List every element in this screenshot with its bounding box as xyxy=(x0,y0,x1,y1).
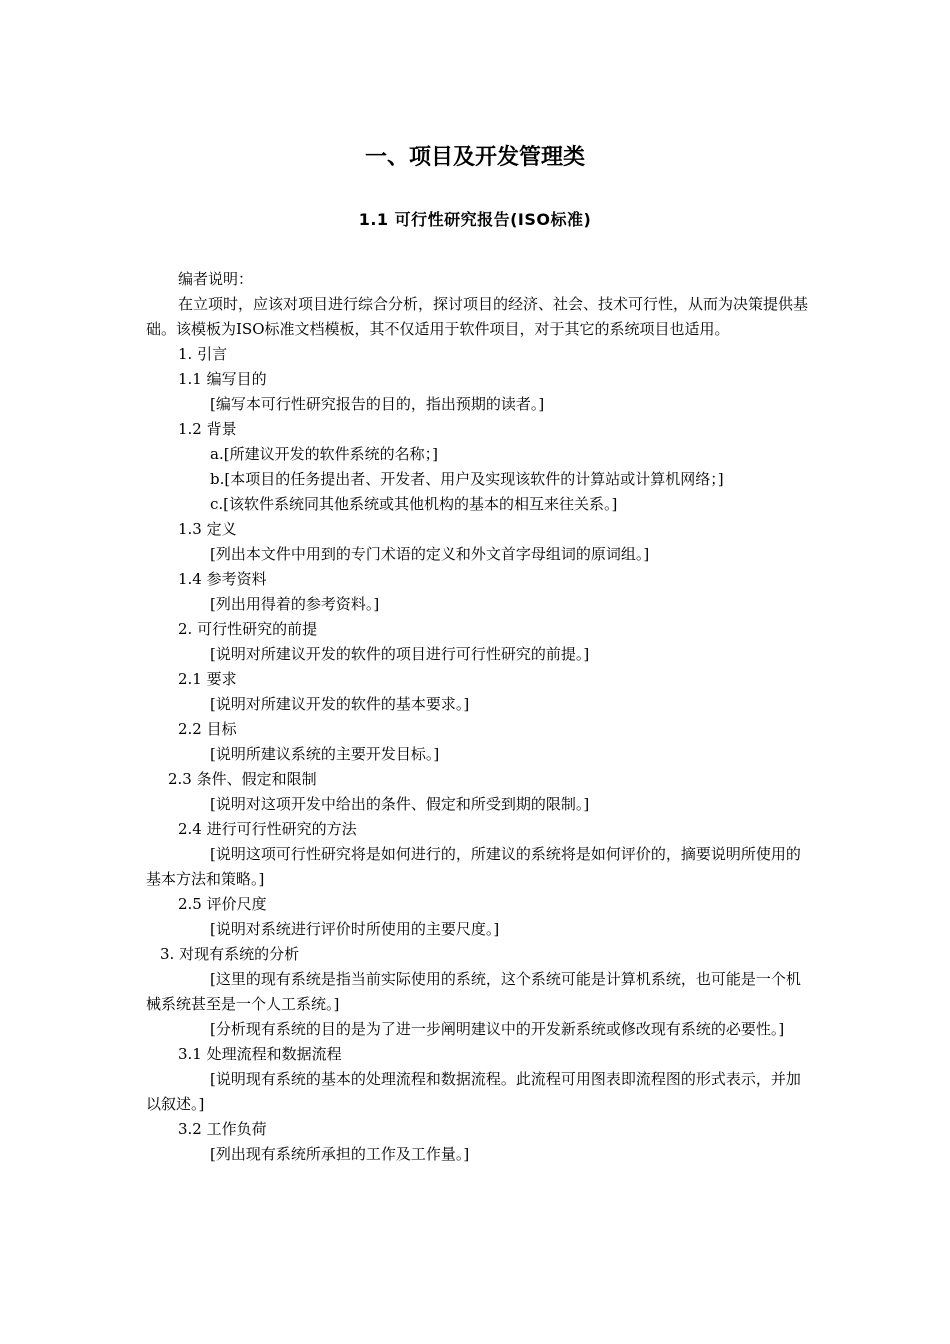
editor-note-body: 在立项时，应该对项目进行综合分析，探讨项目的经济、社会、技术可行性，从而为决策提供基础。该模板为ISO标准文档模板，其不仅适用于软件项目，对于其它的系统项目也适用。 xyxy=(146,295,809,338)
section-text: [列出用得着的参考资料。] xyxy=(210,595,380,613)
subsection-heading: 2.4 进行可行性研究的方法 xyxy=(178,820,357,838)
section-text: [说明对系统进行评价时所使用的主要尺度。] xyxy=(210,920,500,938)
document-body xyxy=(146,267,808,1167)
section-text: [说明现有系统的基本的处理流程和数据流程。此流程可用图表即流程图的形式表示，并加以叙述。] xyxy=(146,1070,801,1113)
section-text: [列出现有系统所承担的工作及工作量。] xyxy=(210,1145,470,1163)
section-text: [编写本可行性研究报告的目的，指出预期的读者。] xyxy=(210,395,545,413)
subsection-heading: 1.2 背景 xyxy=(178,420,237,438)
subsection-heading: 2.5 评价尺度 xyxy=(178,895,267,913)
subsection-heading: 2.2 目标 xyxy=(178,720,237,738)
subsection-heading: 3.2 工作负荷 xyxy=(178,1120,267,1138)
section-text: [分析现有系统的目的是为了进一步阐明建议中的开发新系统或修改现有系统的必要性。] xyxy=(210,1020,785,1038)
editor-note-heading: 编者说明： xyxy=(178,270,254,288)
list-item: a.[所建议开发的软件系统的名称；] xyxy=(210,445,438,463)
section-text: [说明对所建议开发的软件的基本要求。] xyxy=(210,695,470,713)
list-item: b.[本项目的任务提出者、开发者、用户及实现该软件的计算站或计算机网络；] xyxy=(210,470,724,488)
document-subtitle: 1.1 可行性研究报告(ISO标准) xyxy=(358,210,592,229)
subsection-heading: 1.1 编写目的 xyxy=(178,370,267,388)
section-text: [这里的现有系统是指当前实际使用的系统，这个系统可能是计算机系统，也可能是一个机械系统甚至是一个人工系统。] xyxy=(146,970,801,1013)
subsection-heading: 2.1 要求 xyxy=(178,670,237,688)
subsection-heading: 1.4 参考资料 xyxy=(178,570,267,588)
section-heading: 1. 引言 xyxy=(178,345,228,363)
section-text: [说明这项可行性研究将是如何进行的，所建议的系统将是如何评价的，摘要说明所使用的基本方法和策略。] xyxy=(146,845,801,888)
section-text: [列出本文件中用到的专门术语的定义和外文首字母组词的原词组。] xyxy=(210,545,650,563)
list-item: c.[该软件系统同其他系统或其他机构的基本的相互来往关系。] xyxy=(210,495,618,513)
section-heading: 3. 对现有系统的分析 xyxy=(160,945,300,963)
section-text: [说明对所建议开发的软件的项目进行可行性研究的前提。] xyxy=(210,645,590,663)
section-heading: 2. 可行性研究的前提 xyxy=(178,620,318,638)
section-text: [说明对这项开发中给出的条件、假定和所受到期的限制。] xyxy=(210,795,590,813)
document-title: 一、项目及开发管理类 xyxy=(364,145,585,170)
subsection-heading: 3.1 处理流程和数据流程 xyxy=(178,1045,342,1063)
subsection-heading: 1.3 定义 xyxy=(178,520,237,538)
section-text: [说明所建议系统的主要开发目标。] xyxy=(210,745,440,763)
subsection-heading: 2.3 条件、假定和限制 xyxy=(168,770,317,788)
